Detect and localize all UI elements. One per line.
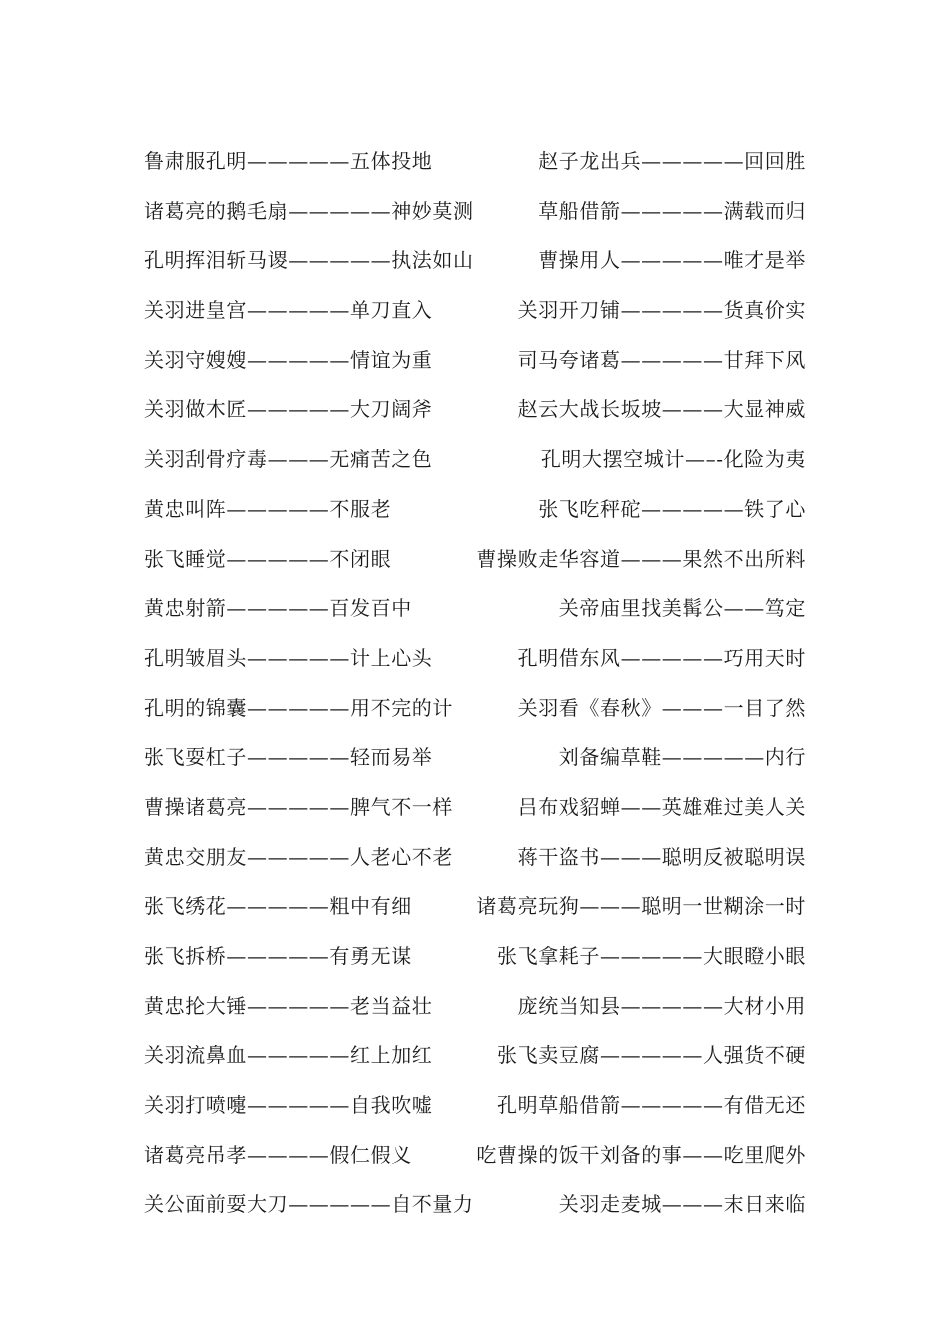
right-entry: 曹操用人—————唯才是举 [538, 248, 806, 273]
left-entry: 黄忠射箭—————百发百中 [144, 596, 412, 621]
xiehouyu-list [144, 137, 806, 1230]
left-entry: 关羽流鼻血—————红上加红 [144, 1043, 433, 1068]
list-item [144, 535, 806, 585]
right-entry: 刘备编草鞋—————内行 [558, 745, 806, 770]
list-item [144, 336, 806, 386]
list-item [144, 634, 806, 684]
left-entry: 关羽进皇宫—————单刀直入 [144, 298, 433, 323]
right-entry: 关羽看《春秋》———一目了然 [517, 695, 806, 720]
left-entry: 关羽守嫂嫂—————情谊为重 [144, 347, 433, 372]
right-entry: 曹操败走华容道———果然不出所料 [476, 546, 806, 571]
right-entry: 诸葛亮玩狗———聪明一世糊涂一时 [476, 894, 806, 919]
left-entry: 鲁肃服孔明—————五体投地 [144, 149, 433, 173]
left-entry: 孔明挥泪斩马谡—————执法如山 [144, 248, 474, 273]
left-entry: 张飞绣花—————粗中有细 [144, 894, 412, 919]
left-entry: 张飞拆桥—————有勇无谋 [144, 944, 412, 968]
list-item [144, 385, 806, 435]
left-entry: 黄忠叫阵—————不服老 [144, 496, 392, 521]
left-entry: 关羽刮骨疗毒———无痛苦之色 [144, 447, 433, 472]
right-entry: 张飞拿耗子—————大眼瞪小眼 [497, 944, 806, 968]
list-item [144, 286, 806, 336]
left-entry: 孔明的锦囊—————用不完的计 [144, 695, 453, 720]
list-item [144, 1180, 806, 1230]
right-entry: 孔明草船借箭—————有借无还 [497, 1093, 806, 1118]
list-item [144, 932, 806, 982]
right-entry: 吕布戏貂蝉——英雄难过美人关 [517, 794, 806, 819]
list-item [144, 833, 806, 883]
list-item [144, 435, 806, 485]
right-entry: 孔明大摆空城计—–-化险为夷 [540, 447, 806, 472]
right-entry: 司马夸诸葛—————甘拜下风 [517, 347, 806, 372]
right-entry: 张飞吃秤砣—————铁了心 [538, 496, 806, 521]
list-item [144, 187, 806, 237]
right-entry: 蒋干盗书———聪明反被聪明误 [517, 844, 806, 869]
left-entry: 孔明皱眉头—————计上心头 [144, 645, 433, 670]
left-entry: 曹操诸葛亮—————脾气不一样 [144, 794, 453, 819]
list-item [144, 882, 806, 932]
left-entry: 张飞睡觉—————不闭眼 [144, 546, 392, 571]
list-item [144, 485, 806, 535]
right-entry: 庞统当知县—————大材小用 [517, 993, 806, 1018]
list-item [144, 1081, 806, 1131]
right-entry: 草船借箭—————满载而归 [538, 198, 806, 223]
list-item [144, 733, 806, 783]
list-item [144, 584, 806, 634]
left-entry: 黄忠交朋友—————人老心不老 [144, 844, 453, 869]
left-entry: 关羽打喷嚏—————自我吹嘘 [144, 1093, 433, 1118]
list-item [144, 684, 806, 734]
list-item [144, 1131, 806, 1181]
left-entry: 诸葛亮吊孝————假仁假义 [144, 1142, 412, 1167]
right-entry: 赵子龙出兵—————回回胜 [538, 149, 806, 173]
right-entry: 吃曹操的饭干刘备的事——吃里爬外 [476, 1142, 806, 1167]
right-entry: 张飞卖豆腐—————人强货不硬 [497, 1043, 806, 1068]
left-entry: 关公面前耍大刀—————自不量力 [144, 1192, 474, 1217]
list-item [144, 236, 806, 286]
right-entry: 赵云大战长坂坡———大显神威 [517, 397, 806, 422]
right-entry: 关羽走麦城———末日来临 [558, 1192, 806, 1217]
left-entry: 黄忠抡大锤—————老当益壮 [144, 993, 433, 1018]
left-entry: 关羽做木匠—————大刀阔斧 [144, 397, 433, 422]
right-entry: 孔明借东风—————巧用天时 [517, 645, 806, 670]
left-entry: 张飞耍杠子—————轻而易举 [144, 745, 433, 770]
list-item [144, 982, 806, 1032]
left-entry: 诸葛亮的鹅毛扇—————神妙莫测 [144, 198, 474, 223]
right-entry: 关帝庙里找美髯公——笃定 [558, 596, 806, 621]
list-item [144, 783, 806, 833]
list-item [144, 1031, 806, 1081]
list-item [144, 137, 806, 187]
right-entry: 关羽开刀铺—————货真价实 [517, 298, 806, 323]
